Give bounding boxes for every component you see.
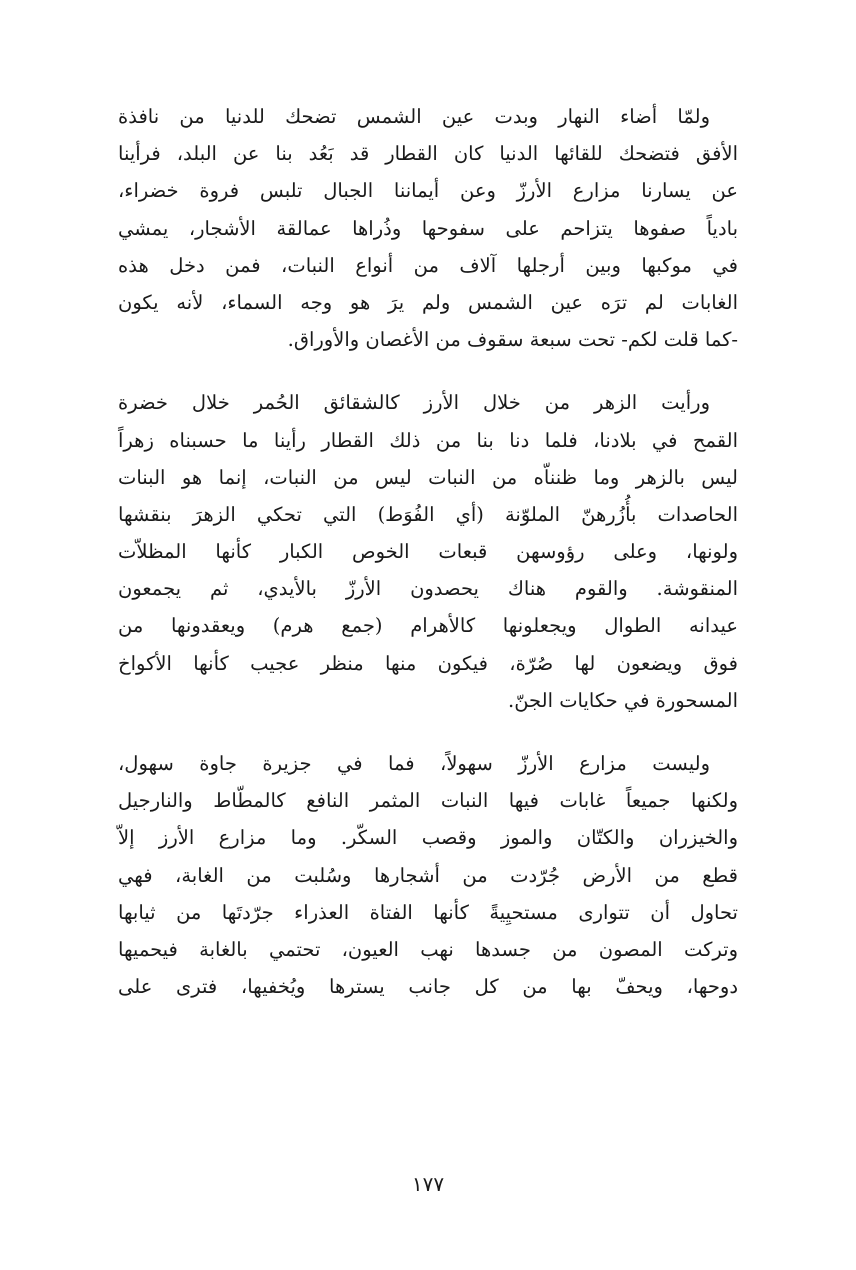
text-line: في موكبها وبين أرجلها آلاف من أنواع النبات، فمن دخل هذه [118,253,738,277]
text-line: بادياً صفوها يتزاحم على سفوحها وذُراها عمالقة الأشجار، يمشي [118,216,738,240]
paragraph-1 [118,98,738,358]
paragraph-3 [118,745,738,1005]
text-line: قطع من الأرض جُرّدت من أشجارها وسُلبت من الغابة، فهي [118,863,738,887]
text-line: ورأيت الزهر من خلال الأرز كالشقائق الحُمر خلال خضرة [118,391,710,415]
text-line: دوحها، ويحفّ بها من كل جانب يسترها ويُخفيها، فترى على [118,975,738,999]
page-body [118,98,738,1031]
text-line: ولونها، وعلى رؤوسهن قبعات الخوص الكبار كأنها المظلاّت [118,540,738,564]
text-line: ليس بالزهر وما ظنناّه من النبات ليس من النبات، إنما هو البنات [118,465,738,489]
text-line: فوق ويضعون لها صُرّة، فيكون منها منظر عجيب كأنها الأكواخ [118,651,738,675]
text-line: القمح في بلادنا، فلما دنا بنا من ذلك القطار رأينا ما حسبناه زهراً [118,428,738,452]
text-line: تحاول أن تتوارى مستحيِيةً كأنها الفتاة العذراء جرّدتَها من ثيابها [118,900,738,924]
text-line: عن يسارنا مزارع الأرزّ وعن أيماننا الجبال تلبس فروة خضراء، [118,179,738,203]
text-line: الأفق فتضحك للقائها الدنيا كان القطار قد بَعُد بنا عن البلد، فرأينا [118,142,738,166]
text-line: وتركت المصون من جسدها نهب العيون، تحتمي بالغابة فيحميها [118,937,738,961]
text-line: الحاصدات بأُزُرهنّ الملوّنة (أي الفُوَط) التي تحكي الزهرَ بنقشها [118,502,738,526]
text-line: المنقوشة. والقوم هناك يحصدون الأرزّ بالأيدي، ثم يجمعون [118,577,738,601]
text-line: والخيزران والكتّان والموز وقصب السكّر. وما مزارع الأرز إلاّ [118,826,738,850]
text-line: الغابات لم ترَه عين الشمس ولم يرَ هو وجه السماء، لأنه يكون [118,290,738,314]
text-line: المسحورة في حكايات الجنّ. [508,688,738,712]
paragraph-2 [118,384,738,719]
text-line: -كما قلت لكم- تحت سبعة سقوف من الأغصان والأوراق. [287,328,738,352]
text-line: ولكنها جميعاً غابات فيها النبات المثمر النافع كالمطّاط والنارجيل [118,789,738,813]
text-line: ولمّا أضاء النهار وبدت عين الشمس تضحك للدنيا من نافذة [118,105,710,128]
text-line: وليست مزارع الأرزّ سهولاً، فما في جزيرة جاوة سهول، [118,752,710,775]
page-number: ١٧٧ [411,1172,445,1196]
text-line: عيدانه الطوال ويجعلونها كالأهرام (جمع هرم) ويعقدونها من [118,614,738,638]
